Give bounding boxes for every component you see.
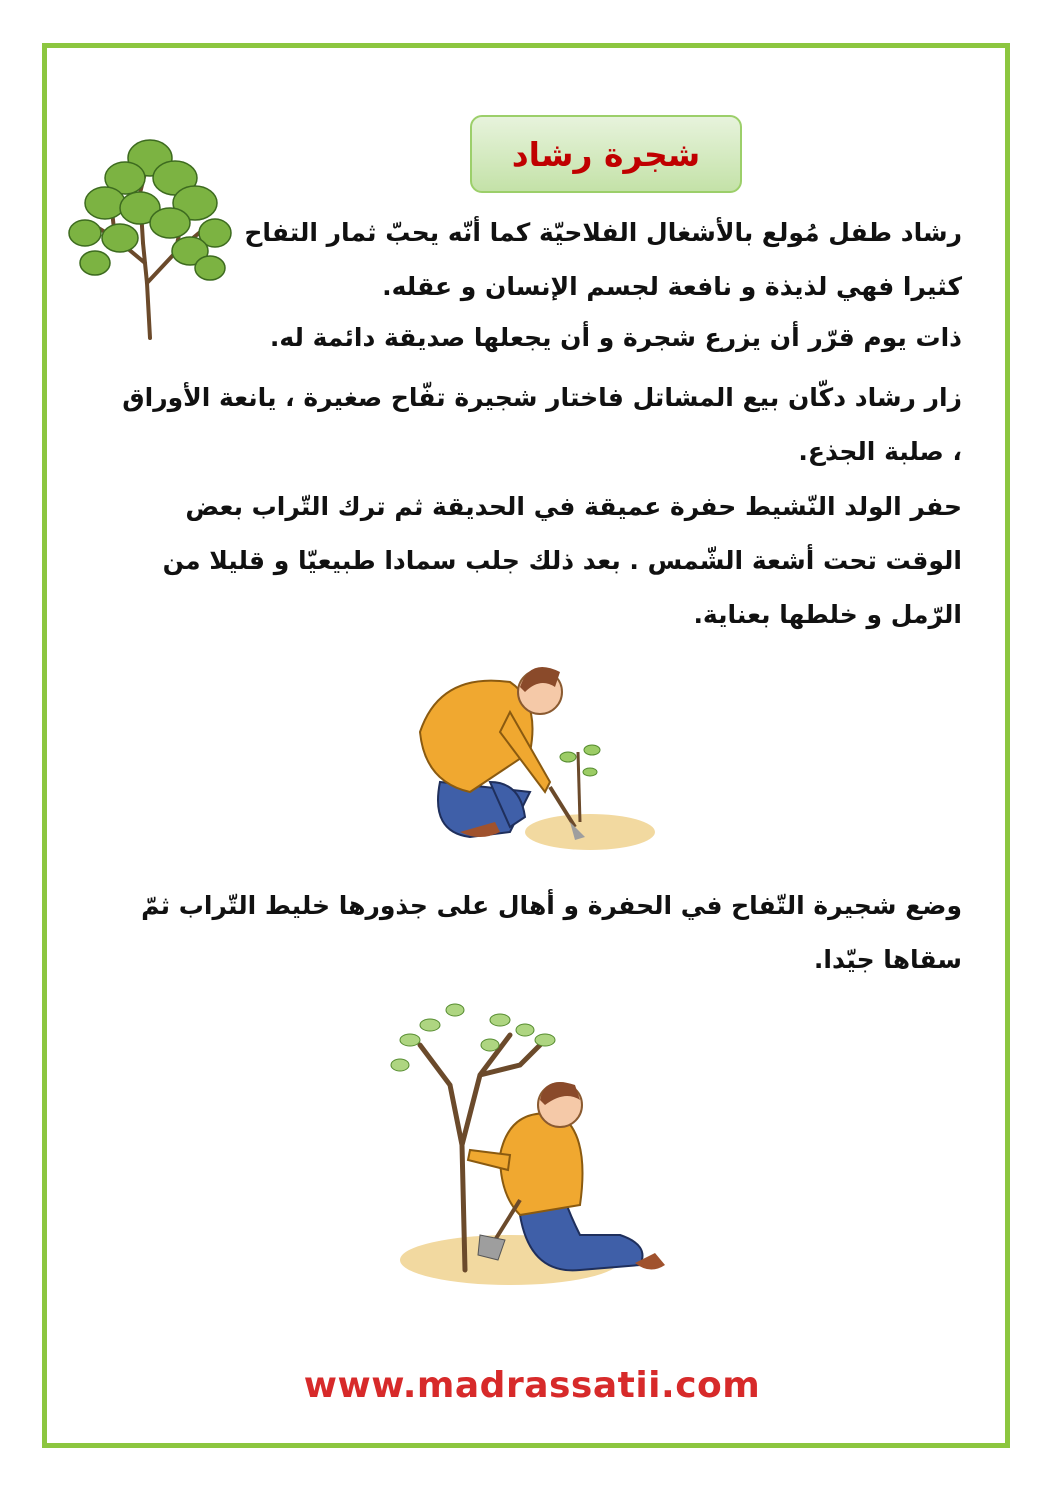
title-box [470,115,742,193]
website-url: www.madrassatii.com [303,1364,761,1406]
paragraph-1: رشاد طفل مُولع بالأشغال الفلاحيّة كما أنّه يحبّ ثمار التفاح كثيرا فهي لذيذة و نافعة لجسم الإنسان و عقله. [244,218,962,301]
boy-planting-tree-illustration [380,985,680,1305]
paragraph-3: زار رشاد دكّان بيع المشاتل فاختار شجيرة تفّاح صغيرة ، يانعة الأوراق ، صلبة الجذع. [122,383,962,466]
website-footer [300,1360,760,1410]
paragraph-4: حفر الولد النّشيط حفرة عميقة في الحديقة ثم ترك التّراب بعض الوقت تحت أشعة الشّمس . بعد ذلك جلب سمادا طبيعيّا و قليلا من الرّمل و خلطها بعناية. [162,492,962,629]
page-title: شجرة رشاد [511,134,701,174]
paragraph-2: ذات يوم قرّر أن يزرع شجرة و أن يجعلها صديقة دائمة له. [269,323,962,352]
paragraph-5: وضع شجيرة التّفاح في الحفرة و أهال على جذورها خليط التّراب ثمّ سقاها جيّدا. [141,891,962,974]
boy-digging-illustration [400,632,660,862]
